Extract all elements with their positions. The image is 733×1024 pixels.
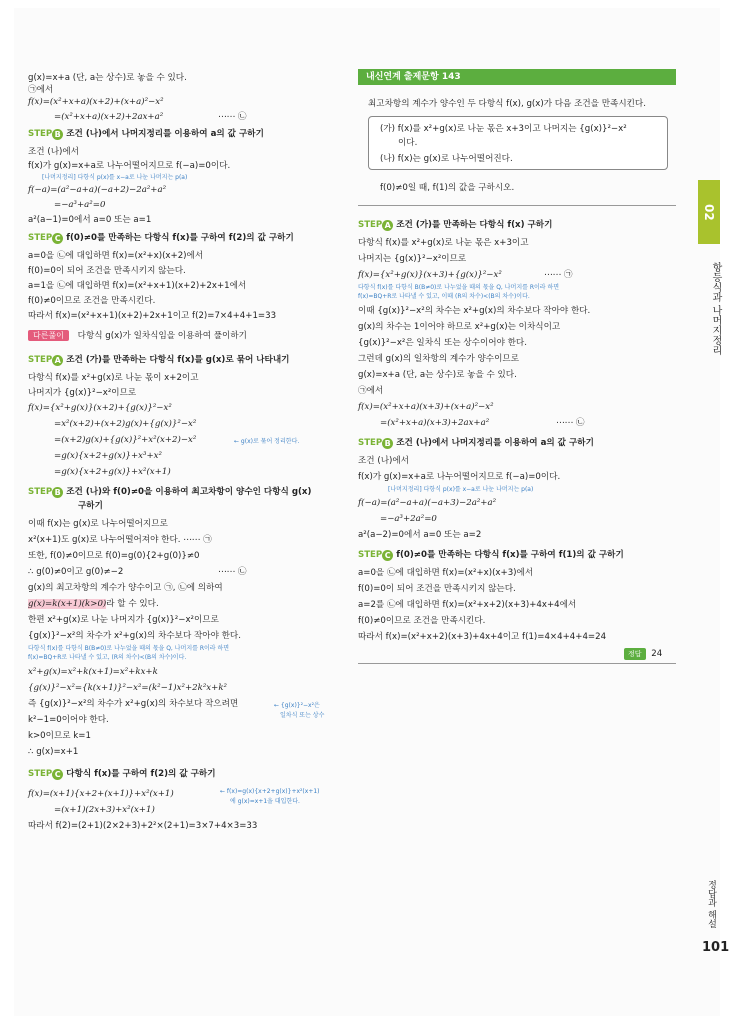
text-line: a=1을 ㉡에 대입하면 f(x)=(x²+x+1)(x+2)+2x+1에서 xyxy=(28,281,247,291)
alt-solution-heading xyxy=(28,330,247,342)
text-line: 또한, f(0)≠0이므로 f(0)=g(0){2+g(0)}≠0 xyxy=(28,551,200,561)
step-label: STEP xyxy=(28,355,53,365)
answer xyxy=(624,648,662,660)
step-title: 조건 (가)를 만족하는 다항식 f(x) 구하기 xyxy=(396,220,553,230)
step-c-heading xyxy=(28,768,216,780)
text-line: g(x)의 차수는 1이어야 하므로 x²+g(x)는 이차식이고 xyxy=(358,322,561,332)
hint-note: ← {g(x)}²−x²은 xyxy=(274,702,320,709)
hint-note: 일차식 또는 상수 xyxy=(280,712,325,719)
text-line: f(0)=0이 되어 조건을 만족시키지 않는다. xyxy=(358,584,516,594)
step-circle: B xyxy=(382,438,393,449)
text-line: ∴ g(x)=x+1 xyxy=(28,747,79,757)
step-b-heading xyxy=(358,437,594,449)
equation: =−a³+a²=0 xyxy=(54,200,106,210)
step-label: STEP xyxy=(358,550,383,560)
step-label: STEP xyxy=(358,220,383,230)
text-line: 즉 {g(x)}²−x²의 차수가 x²+g(x)의 차수보다 작으려면 xyxy=(28,699,239,709)
step-label: STEP xyxy=(358,438,383,448)
text-line: 다항식 f(x)를 x²+g(x)로 나눈 몫은 x+3이고 xyxy=(358,238,529,248)
condition-line: (가) f(x)를 x²+g(x)로 나눈 몫은 x+3이고 나머지는 {g(x)}²−x² xyxy=(380,124,627,134)
text-line: k²−1=0이어야 한다. xyxy=(28,715,109,725)
equation: f(x)=(x²+x+a)(x+2)+(x+a)²−x² xyxy=(28,97,164,107)
text-line: f(0)=0이 되어 조건을 만족시키지 않는다. xyxy=(28,266,186,276)
equation: f(−a)=(a²−a+a)(−a+3)−2a²+a² xyxy=(358,498,497,508)
problem-intro: 최고차항의 계수가 양수인 두 다항식 f(x), g(x)가 다음 조건을 만족시킨다. xyxy=(368,99,646,109)
equation: =(x²+x+a)(x+2)+2ax+a² xyxy=(54,112,164,122)
step-circle: B xyxy=(52,487,63,498)
equation: f(−a)=(a²−a+a)(−a+2)−2a²+a² xyxy=(28,185,167,195)
hint-note: ← g(x)로 묶어 정리한다. xyxy=(234,438,300,445)
text-line: f(0)≠0이므로 조건을 만족시킨다. xyxy=(358,616,486,626)
step-label: STEP xyxy=(28,487,53,497)
equation: =g(x){x+2+g(x)}+x²(x+1) xyxy=(54,467,171,477)
step-circle: C xyxy=(52,769,63,780)
equation: f(x)={x²+g(x)}(x+2)+{g(x)}²−x² xyxy=(28,403,172,413)
equation-tag: ⋯⋯ ㉠ xyxy=(544,270,573,280)
equation: f(x)={x²+g(x)}(x+3)+{g(x)}²−x² xyxy=(358,270,502,280)
step-title: 조건 (가)를 만족하는 다항식 f(x)를 g(x)로 묶어 나타내기 xyxy=(66,355,290,365)
answer-value: 24 xyxy=(651,649,663,659)
text-line: a²(a−2)=0에서 a=0 또는 a=2 xyxy=(358,530,482,540)
equation: =x²(x+2)+(x+2)g(x)+{g(x)}²−x² xyxy=(54,419,197,429)
step-title: f(0)≠0를 만족하는 다항식 f(x)를 구하여 f(2)의 값 구하기 xyxy=(66,233,294,243)
hint-note: [나머지정리] 다항식 p(x)를 x−a로 나눈 나머지는 p(a) xyxy=(42,174,188,181)
step-a-heading xyxy=(28,354,289,366)
answer-badge: 정답 xyxy=(624,648,646,660)
step-title: 조건 (나)에서 나머지정리를 이용하여 a의 값 구하기 xyxy=(396,438,594,448)
step-circle: C xyxy=(52,233,63,244)
text-line: ㉠에서 xyxy=(28,85,54,95)
alt-solution-title: 다항식 g(x)가 일차식임을 이용하여 풀이하기 xyxy=(77,331,247,341)
text-line: {g(x)}²−x²의 차수가 x²+g(x)의 차수보다 작아야 한다. xyxy=(28,631,241,641)
equation-tag: ⋯⋯ ㉡ xyxy=(556,418,585,428)
step-circle: A xyxy=(382,220,393,231)
text-line: 나머지가 {g(x)}²−x²이므로 xyxy=(28,388,137,398)
equation-tag: ⋯⋯ ㉡ xyxy=(218,567,247,577)
chapter-title: 항등식과 나머지정리 xyxy=(710,262,721,356)
divider xyxy=(358,205,676,206)
text-line: a=0을 ㉡에 대입하면 f(x)=(x²+x)(x+2)에서 xyxy=(28,251,204,261)
equation: f(x)=(x²+x+a)(x+3)+(x+a)²−x² xyxy=(358,402,494,412)
alt-solution-badge: 다른풀이 xyxy=(28,330,69,341)
text-line: 조건 (나)에서 xyxy=(358,456,409,466)
text-line: 따라서 f(x)=(x²+x+1)(x+2)+2x+1이고 f(2)=7×4+4+1=33 xyxy=(28,311,277,321)
hint-note: 다항식 f(x)를 다항식 B(B≠0)로 나누었을 때의 몫을 Q, 나머지를 R이라 하면 xyxy=(28,645,230,652)
equation: =(x²+x+a)(x+3)+2ax+a² xyxy=(380,418,490,428)
condition-line: (나) f(x)는 g(x)로 나누어떨어진다. xyxy=(380,154,513,164)
step-label: STEP xyxy=(28,769,53,779)
equation: =−a³+2a²=0 xyxy=(380,514,437,524)
text-line: 조건 (나)에서 xyxy=(28,147,79,157)
hint-note: 다항식 f(x)를 다항식 B(B≠0)로 나누었을 때의 몫을 Q, 나머지를 R이라 하면 xyxy=(358,284,560,291)
text-line: g(x)=x+a (단, a는 상수)로 놓을 수 있다. xyxy=(28,73,187,83)
text-line: x²(x+1)도 g(x)로 나누어떨어져야 한다. ⋯⋯ ㉠ xyxy=(28,535,212,545)
problem-question: f(0)≠0일 때, f(1)의 값을 구하시오. xyxy=(380,183,515,193)
equation-tag: ⋯⋯ ㉡ xyxy=(218,112,247,122)
equation: f(x)=(x+1){x+2+(x+1)}+x²(x+1) xyxy=(28,789,174,799)
text-fragment: 라 할 수 있다. xyxy=(106,599,159,609)
step-circle: C xyxy=(382,550,393,561)
text-line: ㉠에서 xyxy=(358,386,384,396)
highlighted-equation: g(x)=k(x+1)(k>0) xyxy=(28,599,107,609)
step-b-heading xyxy=(28,486,311,498)
text-line: a²(a−1)=0에서 a=0 또는 a=1 xyxy=(28,215,152,225)
step-a-heading xyxy=(358,219,552,231)
chapter-number: 02 xyxy=(702,203,716,221)
text-line: ∴ g(0)≠0이고 g(0)≠−2 xyxy=(28,567,124,577)
text-line: 따라서 f(x)=(x²+x+2)(x+3)+4x+4이고 f(1)=4×4+4+4=24 xyxy=(358,632,607,642)
hint-note: f(x)=BQ+R로 나타낼 수 있고, 이때 (R의 차수)<(B의 차수)이다. xyxy=(358,293,530,300)
text-line: {g(x)}²−x²은 일차식 또는 상수이어야 한다. xyxy=(358,338,527,348)
answer-section-label: 정답과 해설 xyxy=(706,880,716,928)
text-line: 따라서 f(2)=(2+1)(2×2+3)+2²×(2+1)=3×7+4×3=33 xyxy=(28,821,258,831)
text-line: g(x)의 최고차항의 계수가 양수이고 ㉠, ㉡에 의하여 xyxy=(28,583,223,593)
step-title-cont: 구하기 xyxy=(78,501,103,511)
text-line: 그런데 g(x)의 일차항의 계수가 양수이므로 xyxy=(358,354,519,364)
step-title: 조건 (나)에서 나머지정리를 이용하여 a의 값 구하기 xyxy=(66,129,264,139)
text-line: f(x)가 g(x)=x+a로 나누어떨어지므로 f(−a)=0이다. xyxy=(28,161,231,171)
text-line: 이때 f(x)는 g(x)로 나누어떨어지므로 xyxy=(28,519,168,529)
text-line: a=2를 ㉡에 대입하면 f(x)=(x²+x+2)(x+3)+4x+4에서 xyxy=(358,600,577,610)
page-number: 101 xyxy=(702,940,730,955)
step-title: 조건 (나)와 f(0)≠0을 이용하여 최고차항이 양수인 다항식 g(x) xyxy=(66,487,312,497)
hint-note: f(x)=BQ+R로 나타낼 수 있고, (R의 차수)<(B의 차수)이다. xyxy=(28,654,187,661)
step-label: STEP xyxy=(28,233,53,243)
step-title: 다항식 f(x)를 구하여 f(2)의 값 구하기 xyxy=(66,769,216,779)
hint-note: [나머지정리] 다항식 p(x)를 x−a로 나눈 나머지는 p(a) xyxy=(388,486,534,493)
equation: {g(x)}²−x²={k(x+1)}²−x²=(k²−1)x²+2k²x+k² xyxy=(28,683,227,693)
hint-note: ← f(x)=g(x){x+2+g(x)}+x²(x+1) xyxy=(220,788,320,795)
divider xyxy=(358,663,676,664)
step-title: f(0)≠0를 만족하는 다항식 f(x)를 구하여 f(1)의 값 구하기 xyxy=(396,550,624,560)
equation: =(x+1)(2x+3)+x²(x+1) xyxy=(54,805,155,815)
text-line: a=0을 ㉡에 대입하면 f(x)=(x²+x)(x+3)에서 xyxy=(358,568,534,578)
step-label: STEP xyxy=(28,129,53,139)
text-line: 이때 {g(x)}²−x²의 차수는 x²+g(x)의 차수보다 작아야 한다. xyxy=(358,306,591,316)
text-line xyxy=(28,598,159,610)
text-line: f(0)≠0이므로 조건을 만족시킨다. xyxy=(28,296,156,306)
equation: =g(x){x+2+g(x)}+x³+x² xyxy=(54,451,162,461)
text-line: g(x)=x+a (단, a는 상수)로 놓을 수 있다. xyxy=(358,370,517,380)
step-c-heading xyxy=(28,232,294,244)
step-circle: B xyxy=(52,129,63,140)
text-line: f(x)가 g(x)=x+a로 나누어떨어지므로 f(−a)=0이다. xyxy=(358,472,561,482)
equation: =(x+2)g(x)+{g(x)}²+x²(x+2)−x² xyxy=(54,435,197,445)
condition-line: 이다. xyxy=(398,138,418,148)
text-line: 다항식 f(x)를 x²+g(x)로 나눈 몫이 x+2이고 xyxy=(28,373,199,383)
text-line: 한편 x²+g(x)로 나눈 나머지가 {g(x)}²−x²이므로 xyxy=(28,615,219,625)
equation: x²+g(x)=x²+k(x+1)=x²+kx+k xyxy=(28,667,158,677)
problem-badge xyxy=(358,69,676,85)
hint-note: 에 g(x)=x+1을 대입한다. xyxy=(230,798,300,805)
step-circle: A xyxy=(52,355,63,366)
step-c-heading xyxy=(358,549,624,561)
step-b-heading xyxy=(28,128,264,140)
text-line: 나머지는 {g(x)}²−x²이므로 xyxy=(358,254,467,264)
problem-badge-label: 내신연계 출제문항 143 xyxy=(366,72,461,82)
text-line: k>0이므로 k=1 xyxy=(28,731,91,741)
